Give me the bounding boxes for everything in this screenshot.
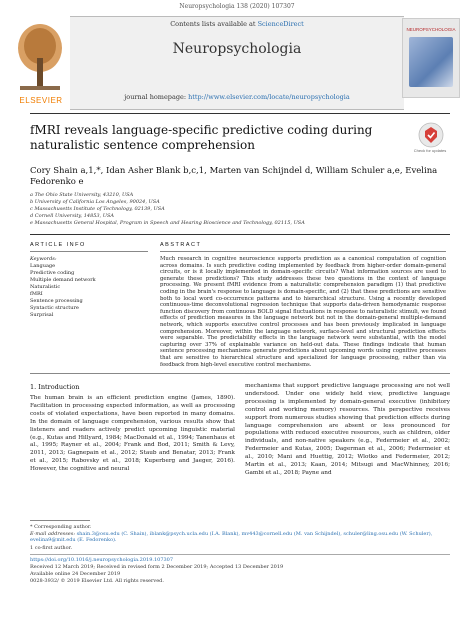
journal-cover-thumbnail[interactable] xyxy=(402,18,460,98)
affiliation: b University of California Los Angeles, 90024, USA xyxy=(30,199,160,205)
journal-name: Neuropsychologia xyxy=(172,41,302,57)
cofirst-author-note: 1 co-first author. xyxy=(30,545,73,551)
affiliation: d Cornell University, 14853, USA xyxy=(30,213,115,219)
homepage-line xyxy=(70,93,404,101)
article-info-heading: ARTICLE INFO xyxy=(30,242,86,248)
article-history: Received 12 March 2019; Received in revised form 2 December 2019; Accepted 13 December 2019 xyxy=(30,564,284,570)
homepage-link[interactable]: http://www.elsevier.com/locate/neuropsychologia xyxy=(188,93,350,101)
keyword: Language xyxy=(30,263,56,269)
doi-link[interactable]: https://doi.org/10.1016/j.neuropsychologia.2019.107307 xyxy=(30,557,174,563)
keyword: Sentence processing xyxy=(30,298,83,304)
keyword: Naturalistic xyxy=(30,284,61,290)
abstract-rule xyxy=(160,251,446,252)
keyword: Syntactic structure xyxy=(30,305,79,311)
cover-title: NEUROPSYCHOLOGIA xyxy=(406,27,456,32)
online-date: Available online 24 December 2019 xyxy=(30,571,121,577)
header-divider xyxy=(30,113,450,114)
affiliation-divider xyxy=(30,234,450,235)
abstract-divider xyxy=(30,373,450,374)
article-info-rule xyxy=(30,251,148,252)
corresponding-author-note: * Corresponding author. xyxy=(30,524,92,530)
elsevier-tree-logo xyxy=(14,18,66,96)
keyword: fMRI xyxy=(30,291,43,297)
elsevier-wordmark: ELSEVIER xyxy=(19,96,63,105)
email-list[interactable]: shain.3@osu.edu (C. Shain), iblank@psych.ucla.edu (I.A. Blank), mv443@cornell.edu (M. van Schijndel), schuler@ling.osu.edu (W. Schuler), evelina9@mit.edu (E. Fedorenko). xyxy=(30,531,433,544)
contents-line xyxy=(70,20,404,28)
author-list: Cory Shain a,1,*, Idan Asher Blank b,c,1, Marten van Schijndel d, William Schuler a,e, Evelina Fedorenko e xyxy=(30,166,438,187)
check-for-updates-label[interactable]: Check for updates xyxy=(413,148,447,153)
journal-header-box xyxy=(70,16,404,110)
affiliation: c Massachusetts Institute of Technology, 02139, USA xyxy=(30,206,165,212)
affiliation: e Massachusetts General Hospital, Program in Speech and Hearing Bioscience and Technology, 02115, USA xyxy=(30,220,305,226)
email-label: E-mail addresses: xyxy=(30,531,76,537)
affiliation: a The Ohio State University, 43210, USA xyxy=(30,192,134,198)
intro-column-right: mechanisms that support predictive language processing are not well understood. Under one widely held view, predictive language processing is implemented by domain-general executive (inhibitory control and working memory) resources. This perspective receives support from numerous studies showing that prediction effects during language comprehension are absent or less pronounced for populations with reduced executive resources, such as children, older individuals, and non-native speakers (e.g., Federmeier et al., 2002; Federmeier and Kutas, 2005; Dagerman et al., 2006; Federmeier et al., 2010; Mani and Huettig, 2012; Wlotko and Federmeier, 2012; Martin et al., 2013; Kaan, 2014; Mitsugi and MacWhinney, 2016; Gambi et al., 2018; Payne and xyxy=(245,383,450,476)
copyright-line: 0028-3932/ © 2019 Elsevier Ltd. All rights reserved. xyxy=(30,578,164,584)
keywords-label: Keywords: xyxy=(30,256,57,262)
journal-reference: Neuropsychologia 138 (2020) 107307 xyxy=(179,3,295,10)
email-addresses xyxy=(30,531,450,544)
footnote-divider xyxy=(30,520,90,521)
keyword: Surprisal xyxy=(30,312,54,318)
sciencedirect-link[interactable]: ScienceDirect xyxy=(257,20,304,28)
contents-prefix: Contents lists available at xyxy=(170,20,258,28)
keyword: Multiple demand network xyxy=(30,277,96,283)
cover-art-image xyxy=(409,37,453,87)
section-heading-introduction: 1. Introduction xyxy=(30,383,80,391)
abstract-text: Much research in cognitive neuroscience supports prediction as a canonical computation of cognition across domains. Is such predictive coding implemented by feedback from higher-order domain-general circuits, or is it locally implemented in domain-specific circuits? What information sources are used to generate these predictions? This study addresses these two questions in the context of language processing. We present fMRI evidence from a naturalistic comprehension paradigm (1) that predictive coding in the brain's response to language is domain-specific, and (2) that these predictions are sensitive both to local word co-occurrence patterns and to hierarchical structure. Using a recently developed continuous-time deconvolutional regression technique that supports data-driven hemodynamic response function discovery from continuous BOLD signal fluctuations in response to naturalistic stimuli, we found effects of prediction measures in the language network but not in the domain-general multiple-demand network, which supports executive control processes and has been previously implicated in language comprehension. Moreover, within the language network, surface-level and structural prediction effects were separable. The predictability effects in the language network were substantial, with the model capturing over 37% of explainable variance on held-out data. These findings indicate that human sentence processing mechanisms generate predictions about upcoming words using cognitive processes that are sensitive to hierarchical structure and specialized for language processing, rather than via feedback from high-level executive control mechanisms. xyxy=(160,256,446,368)
footer-divider xyxy=(30,554,450,555)
keyword: Predictive coding xyxy=(30,270,75,276)
abstract-heading: ABSTRACT xyxy=(160,242,202,248)
check-for-updates-icon[interactable] xyxy=(418,122,444,148)
homepage-prefix: journal homepage: xyxy=(124,93,189,101)
intro-column-left: The human brain is an efficient prediction engine (James, 1890). Facilitation in processing expected information, as well as processing costs of violated expectations, have been reported in many domains. In the domain of language comprehension, various results show that listeners and readers actively predict upcoming linguistic material (e.g., Kutas and Hillyard, 1984; MacDonald et al., 1994; Tanenhaus et al., 1995; Rayner et al., 2004; Frank and Bod, 2011; Smith & Levy, 2011, 2013; Gagnepain et al., 2012; Staub and Benatar, 2013; Frank et al., 2015; Rabovsky et al., 2018; Kuperberg and Jaeger, 2016). However, the cognitive and neural xyxy=(30,395,235,473)
article-title: fMRI reveals language-specific predictive coding during naturalistic sentence comprehension xyxy=(30,123,373,152)
